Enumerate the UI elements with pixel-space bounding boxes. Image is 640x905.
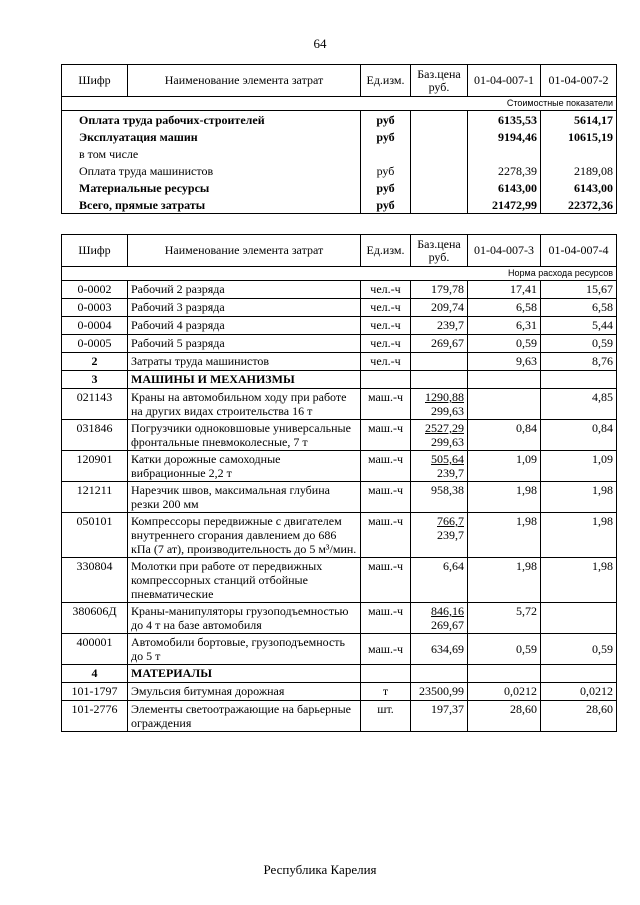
- table-row: [62, 162, 617, 179]
- row-value-1: [468, 145, 541, 162]
- row-base-price: 239,7: [411, 317, 468, 335]
- row-value-1: 2278,39: [468, 162, 541, 179]
- row-name: Материальные ресурсы: [62, 179, 361, 196]
- header-base-price: Баз.цена руб.: [411, 65, 468, 97]
- row-code: 050101: [62, 513, 128, 558]
- row-base-price: [411, 179, 468, 196]
- row-base-price: [411, 353, 468, 371]
- row-value-1: 0,84: [468, 420, 541, 451]
- row-value-1: 6,31: [468, 317, 541, 335]
- row-code: 2: [62, 353, 128, 371]
- row-value-1: [468, 371, 541, 389]
- subheader-label: Норма расхода ресурсов: [62, 267, 617, 281]
- table-row: [62, 683, 617, 701]
- table-row: [62, 558, 617, 603]
- row-value-1: 21472,99: [468, 196, 541, 214]
- cost-indicators-table: [61, 64, 617, 214]
- row-base-price: 23500,99: [411, 683, 468, 701]
- table-row: [62, 128, 617, 145]
- table-row: [62, 353, 617, 371]
- row-value-2: 1,98: [541, 513, 617, 558]
- table-row: [62, 196, 617, 214]
- row-value-2: 8,76: [541, 353, 617, 371]
- row-name: Краны-манипуляторы грузоподъемностью до 4 т на базе автомобиля: [128, 603, 361, 634]
- row-unit: руб: [361, 111, 411, 129]
- row-code: 0-0002: [62, 281, 128, 299]
- header-norm-1: 01-04-007-1: [468, 65, 541, 97]
- row-name: Рабочий 5 разряда: [128, 335, 361, 353]
- row-value-2: 10615,19: [541, 128, 617, 145]
- row-base-price: 634,69: [411, 634, 468, 665]
- row-code: 0-0003: [62, 299, 128, 317]
- row-value-2: 1,98: [541, 558, 617, 603]
- header-unit: Ед.изм.: [361, 235, 411, 267]
- row-unit: [361, 145, 411, 162]
- row-value-2: 0,59: [541, 634, 617, 665]
- price-wages: 299,63: [431, 404, 464, 418]
- row-value-2: 6143,00: [541, 179, 617, 196]
- row-unit: руб: [361, 162, 411, 179]
- row-unit: маш.-ч: [361, 420, 411, 451]
- price-wages: 239,7: [437, 528, 464, 542]
- table-row: [62, 701, 617, 732]
- subheader-row: [62, 267, 617, 281]
- row-unit: руб: [361, 179, 411, 196]
- row-value-2: 1,98: [541, 482, 617, 513]
- row-base-price: [411, 603, 468, 634]
- row-unit: маш.-ч: [361, 634, 411, 665]
- row-unit: маш.-ч: [361, 513, 411, 558]
- header-norm-4: 01-04-007-4: [541, 235, 617, 267]
- row-unit: маш.-ч: [361, 389, 411, 420]
- row-unit: [361, 665, 411, 683]
- row-base-price: [411, 665, 468, 683]
- section-title: МАТЕРИАЛЫ: [128, 665, 361, 683]
- row-value-2: 15,67: [541, 281, 617, 299]
- row-code: 0-0005: [62, 335, 128, 353]
- row-value-2: [541, 145, 617, 162]
- row-value-1: 1,09: [468, 451, 541, 482]
- table-row: [62, 389, 617, 420]
- row-name: Нарезчик швов, максимальная глубина резки 200 мм: [128, 482, 361, 513]
- row-name: Катки дорожные самоходные вибрационные 2,2 т: [128, 451, 361, 482]
- row-unit: чел.-ч: [361, 299, 411, 317]
- row-value-1: 9194,46: [468, 128, 541, 145]
- row-name: Молотки при работе от передвижных компрессорных станций отбойные пневматические: [128, 558, 361, 603]
- row-value-1: 6135,53: [468, 111, 541, 129]
- row-unit: чел.-ч: [361, 281, 411, 299]
- row-base-price: [411, 162, 468, 179]
- section-code: 4: [62, 665, 128, 683]
- row-base-price: 179,78: [411, 281, 468, 299]
- row-base-price: [411, 128, 468, 145]
- row-base-price: 197,37: [411, 701, 468, 732]
- row-name: Компрессоры передвижные с двигателем внутреннего сгорания давлением до 686 кПа (7 ат), производительность до 5 м³/мин.: [128, 513, 361, 558]
- price-total: 766,7: [437, 514, 464, 528]
- row-name: Погрузчики одноковшовые универсальные фронтальные пневмоколесные, 7 т: [128, 420, 361, 451]
- row-value-2: [541, 603, 617, 634]
- row-code: 0-0004: [62, 317, 128, 335]
- table-row: [62, 634, 617, 665]
- table-header-row: [62, 65, 617, 97]
- row-value-2: [541, 371, 617, 389]
- row-value-2: 5,44: [541, 317, 617, 335]
- price-wages: 239,7: [437, 466, 464, 480]
- table-header-row: [62, 235, 617, 267]
- row-value-2: 0,59: [541, 335, 617, 353]
- row-unit: маш.-ч: [361, 603, 411, 634]
- row-value-2: 4,85: [541, 389, 617, 420]
- row-code: 330804: [62, 558, 128, 603]
- row-name: Рабочий 3 разряда: [128, 299, 361, 317]
- section-row: [62, 371, 617, 389]
- section-title: МАШИНЫ И МЕХАНИЗМЫ: [128, 371, 361, 389]
- table-row: [62, 513, 617, 558]
- row-value-1: 1,98: [468, 513, 541, 558]
- row-code: 400001: [62, 634, 128, 665]
- page-number: 64: [313, 36, 327, 51]
- row-value-1: 0,0212: [468, 683, 541, 701]
- row-unit: маш.-ч: [361, 558, 411, 603]
- row-value-2: [541, 665, 617, 683]
- row-value-2: 5614,17: [541, 111, 617, 129]
- header-norm-3: 01-04-007-3: [468, 235, 541, 267]
- row-base-price: [411, 420, 468, 451]
- row-base-price: [411, 371, 468, 389]
- table-row: [62, 335, 617, 353]
- header-name: Наименование элемента затрат: [128, 235, 361, 267]
- table-row: [62, 299, 617, 317]
- row-name: Затраты труда машинистов: [128, 353, 361, 371]
- header-norm-2: 01-04-007-2: [541, 65, 617, 97]
- resource-norms-table: [61, 234, 617, 732]
- row-code: 021143: [62, 389, 128, 420]
- row-unit: т: [361, 683, 411, 701]
- row-base-price: 958,38: [411, 482, 468, 513]
- row-code: 121211: [62, 482, 128, 513]
- row-name: Эксплуатация машин: [62, 128, 361, 145]
- row-value-1: [468, 389, 541, 420]
- table-row: [62, 317, 617, 335]
- row-unit: руб: [361, 196, 411, 214]
- row-unit: шт.: [361, 701, 411, 732]
- row-value-1: 6,58: [468, 299, 541, 317]
- header-unit: Ед.изм.: [361, 65, 411, 97]
- row-value-2: 6,58: [541, 299, 617, 317]
- table-row: [62, 281, 617, 299]
- row-value-1: 1,98: [468, 482, 541, 513]
- row-code: 101-2776: [62, 701, 128, 732]
- row-name: Оплата труда рабочих-строителей: [62, 111, 361, 129]
- row-value-1: 6143,00: [468, 179, 541, 196]
- header-name: Наименование элемента затрат: [128, 65, 361, 97]
- row-value-2: 0,0212: [541, 683, 617, 701]
- row-unit: чел.-ч: [361, 317, 411, 335]
- table-row: [62, 111, 617, 129]
- row-base-price: [411, 513, 468, 558]
- section-code: 3: [62, 371, 128, 389]
- row-value-1: 0,59: [468, 335, 541, 353]
- row-base-price: [411, 389, 468, 420]
- header-base-price: Баз.цена руб.: [411, 235, 468, 267]
- price-wages: 299,63: [431, 435, 464, 449]
- row-value-1: 5,72: [468, 603, 541, 634]
- row-value-2: 1,09: [541, 451, 617, 482]
- row-unit: чел.-ч: [361, 353, 411, 371]
- row-name: в том числе: [62, 145, 361, 162]
- row-name: Краны на автомобильном ходу при работе на других видах строительства 16 т: [128, 389, 361, 420]
- row-code: 101-1797: [62, 683, 128, 701]
- price-total: 505,64: [431, 452, 464, 466]
- table-row: [62, 603, 617, 634]
- table-row: [62, 420, 617, 451]
- price-total: 2527,29: [425, 421, 464, 435]
- subheader-label: Стоимостные показатели: [62, 97, 617, 111]
- row-base-price: 209,74: [411, 299, 468, 317]
- price-wages: 269,67: [431, 618, 464, 632]
- row-value-1: [468, 665, 541, 683]
- row-unit: маш.-ч: [361, 451, 411, 482]
- row-code: 031846: [62, 420, 128, 451]
- subheader-row: [62, 97, 617, 111]
- page-footer: Республика Карелия: [263, 862, 377, 877]
- row-base-price: 269,67: [411, 335, 468, 353]
- row-value-2: 2189,08: [541, 162, 617, 179]
- row-value-1: 0,59: [468, 634, 541, 665]
- row-value-2: 22372,36: [541, 196, 617, 214]
- row-value-1: 9,63: [468, 353, 541, 371]
- row-value-2: 0,84: [541, 420, 617, 451]
- header-code: Шифр: [62, 235, 128, 267]
- row-base-price: [411, 111, 468, 129]
- row-name: Всего, прямые затраты: [62, 196, 361, 214]
- table-row: [62, 451, 617, 482]
- table-row: [62, 482, 617, 513]
- row-base-price: [411, 145, 468, 162]
- row-name: Рабочий 2 разряда: [128, 281, 361, 299]
- row-base-price: [411, 451, 468, 482]
- row-unit: чел.-ч: [361, 335, 411, 353]
- table-row: [62, 145, 617, 162]
- price-total: 1290,88: [425, 390, 464, 404]
- row-name: Автомобили бортовые, грузоподъемность до 5 т: [128, 634, 361, 665]
- row-base-price: [411, 196, 468, 214]
- row-name: Рабочий 4 разряда: [128, 317, 361, 335]
- row-name: Эмульсия битумная дорожная: [128, 683, 361, 701]
- row-unit: руб: [361, 128, 411, 145]
- row-name: Оплата труда машинистов: [62, 162, 361, 179]
- row-base-price: 6,64: [411, 558, 468, 603]
- row-value-1: 17,41: [468, 281, 541, 299]
- row-code: 380606Д: [62, 603, 128, 634]
- section-row: [62, 665, 617, 683]
- price-total: 846,16: [431, 604, 464, 618]
- row-code: 120901: [62, 451, 128, 482]
- table-row: [62, 179, 617, 196]
- row-unit: [361, 371, 411, 389]
- header-code: Шифр: [62, 65, 128, 97]
- row-value-2: 28,60: [541, 701, 617, 732]
- row-value-1: 1,98: [468, 558, 541, 603]
- row-value-1: 28,60: [468, 701, 541, 732]
- row-unit: маш.-ч: [361, 482, 411, 513]
- row-name: Элементы светоотражающие на барьерные ограждения: [128, 701, 361, 732]
